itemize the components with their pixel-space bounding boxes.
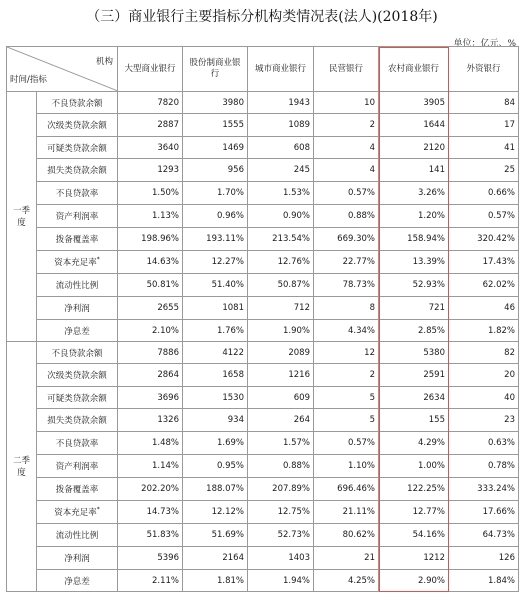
indicator-name xyxy=(37,387,118,409)
indicator-name-text: 资产利润率 xyxy=(55,462,99,472)
value-cell: 46 xyxy=(449,297,519,320)
indicator-name xyxy=(37,182,118,205)
table-row xyxy=(7,159,519,182)
corner-institution-label: 机构 xyxy=(95,57,113,67)
value-cell: 264 xyxy=(248,409,314,432)
value-cell: 7886 xyxy=(118,342,183,364)
indicator-name-text: 不良贷款余额 xyxy=(51,348,103,359)
indicator-name xyxy=(37,455,118,478)
value-cell: 126 xyxy=(449,547,519,570)
value-cell: 1403 xyxy=(248,547,314,570)
value-cell: 52.93% xyxy=(379,274,449,297)
header-row xyxy=(7,47,519,92)
value-cell: 78.73% xyxy=(314,274,379,297)
table-row xyxy=(7,182,519,205)
value-cell: 12.76% xyxy=(248,251,314,274)
value-cell: 21.11% xyxy=(314,501,379,524)
col-header-rural-banks: 农村商业银行 xyxy=(379,47,449,92)
value-cell: 0.88% xyxy=(248,455,314,478)
value-cell: 80.62% xyxy=(314,524,379,547)
value-cell: 1.57% xyxy=(248,432,314,455)
value-cell: 5 xyxy=(314,409,379,432)
value-cell: 0.57% xyxy=(449,205,519,228)
value-cell: 141 xyxy=(379,159,449,182)
value-cell: 2.11% xyxy=(118,570,183,592)
value-cell: 21 xyxy=(314,547,379,570)
value-cell: 0.57% xyxy=(314,432,379,455)
value-cell: 0.63% xyxy=(449,432,519,455)
indicator-name-text: 损失类贷款余额 xyxy=(47,166,107,176)
indicator-name xyxy=(37,251,118,274)
value-cell: 2.90% xyxy=(379,570,449,592)
value-cell: 0.90% xyxy=(248,205,314,228)
indicator-name-text: 拨备覆盖率 xyxy=(55,235,99,245)
value-cell: 188.07% xyxy=(183,478,248,501)
table-row xyxy=(7,478,519,501)
value-cell: 1469 xyxy=(183,137,248,159)
value-cell: 12 xyxy=(314,342,379,364)
indicator-name-text: 次级类贷款余额 xyxy=(47,371,107,381)
table-row xyxy=(7,570,519,592)
value-cell: 193.11% xyxy=(183,228,248,251)
value-cell: 2634 xyxy=(379,387,449,409)
value-cell: 1555 xyxy=(183,114,248,137)
value-cell: 82 xyxy=(449,342,519,364)
table-row xyxy=(7,409,519,432)
table-row xyxy=(7,342,519,364)
value-cell: 50.81% xyxy=(118,274,183,297)
value-cell: 934 xyxy=(183,409,248,432)
value-cell: 2 xyxy=(314,364,379,387)
value-cell: 25 xyxy=(449,159,519,182)
value-cell: 3640 xyxy=(118,137,183,159)
value-cell: 1.81% xyxy=(183,570,248,592)
value-cell: 669.30% xyxy=(314,228,379,251)
value-cell: 245 xyxy=(248,159,314,182)
value-cell: 84 xyxy=(449,92,519,114)
value-cell: 1.69% xyxy=(183,432,248,455)
col-header-foreign-banks: 外资银行 xyxy=(449,47,519,92)
col-header-private-banks: 民营银行 xyxy=(314,47,379,92)
value-cell: 721 xyxy=(379,297,449,320)
value-cell: 4.34% xyxy=(314,320,379,342)
value-cell: 2 xyxy=(314,114,379,137)
value-cell: 52.73% xyxy=(248,524,314,547)
value-cell: 158.94% xyxy=(379,228,449,251)
col-header-large-banks: 大型商业银行 xyxy=(118,47,183,92)
value-cell: 4 xyxy=(314,137,379,159)
value-cell: 956 xyxy=(183,159,248,182)
indicator-name xyxy=(37,524,118,547)
value-cell: 1.20% xyxy=(379,205,449,228)
indicator-name-text: 净利润 xyxy=(64,304,90,314)
value-cell: 1.10% xyxy=(314,455,379,478)
indicator-name-text: 可疑类贷款余额 xyxy=(47,143,107,154)
value-cell: 2591 xyxy=(379,364,449,387)
value-cell: 3980 xyxy=(183,92,248,114)
value-cell: 8 xyxy=(314,297,379,320)
indicator-name-text: 可疑类贷款余额 xyxy=(47,393,107,404)
indicator-name-text: 损失类贷款余额 xyxy=(47,416,107,426)
indicator-name-text: 资本充足率 xyxy=(54,508,97,518)
indicator-table xyxy=(6,46,519,592)
table-row xyxy=(7,320,519,342)
indicator-name-text: 不良贷款率 xyxy=(55,439,99,449)
value-cell: 2164 xyxy=(183,547,248,570)
indicator-name xyxy=(37,114,118,137)
value-cell: 0.66% xyxy=(449,182,519,205)
table-row xyxy=(7,364,519,387)
value-cell: 12.75% xyxy=(248,501,314,524)
value-cell: 22.77% xyxy=(314,251,379,274)
value-cell: 2089 xyxy=(248,342,314,364)
indicator-name xyxy=(37,274,118,297)
value-cell: 1.82% xyxy=(449,320,519,342)
value-cell: 12.12% xyxy=(183,501,248,524)
table-body xyxy=(7,92,519,592)
page-title: （三）商业银行主要指标分机构类情况表(法人)(2018年) xyxy=(86,9,438,25)
table-row xyxy=(7,432,519,455)
value-cell: 1658 xyxy=(183,364,248,387)
indicator-name-text: 净息差 xyxy=(64,576,90,587)
table-row xyxy=(7,524,519,547)
quarter-label: 一季度 xyxy=(7,92,37,342)
indicator-name-text: 不良贷款余额 xyxy=(51,98,103,109)
indicator-name xyxy=(37,364,118,387)
value-cell: 0.78% xyxy=(449,455,519,478)
value-cell: 17 xyxy=(449,114,519,137)
value-cell: 20 xyxy=(449,364,519,387)
value-cell: 14.73% xyxy=(118,501,183,524)
value-cell: 12.27% xyxy=(183,251,248,274)
value-cell: 1212 xyxy=(379,547,449,570)
value-cell: 609 xyxy=(248,387,314,409)
value-cell: 5396 xyxy=(118,547,183,570)
value-cell: 608 xyxy=(248,137,314,159)
value-cell: 51.40% xyxy=(183,274,248,297)
value-cell: 4122 xyxy=(183,342,248,364)
value-cell: 202.20% xyxy=(118,478,183,501)
value-cell: 1081 xyxy=(183,297,248,320)
table-row xyxy=(7,387,519,409)
value-cell: 51.69% xyxy=(183,524,248,547)
value-cell: 1293 xyxy=(118,159,183,182)
value-cell: 12.77% xyxy=(379,501,449,524)
indicator-name xyxy=(37,478,118,501)
value-cell: 1644 xyxy=(379,114,449,137)
value-cell: 17.66% xyxy=(449,501,519,524)
indicator-name-text: 净息差 xyxy=(64,326,90,337)
value-cell: 2887 xyxy=(118,114,183,137)
indicator-name xyxy=(37,570,118,592)
value-cell: 1.90% xyxy=(248,320,314,342)
value-cell: 2864 xyxy=(118,364,183,387)
indicator-name xyxy=(37,501,118,524)
value-cell: 213.54% xyxy=(248,228,314,251)
indicator-name xyxy=(37,342,118,364)
indicator-name xyxy=(37,547,118,570)
table-row xyxy=(7,547,519,570)
indicator-name xyxy=(37,159,118,182)
value-cell: 1530 xyxy=(183,387,248,409)
value-cell: 23 xyxy=(449,409,519,432)
value-cell: 17.43% xyxy=(449,251,519,274)
table-row xyxy=(7,205,519,228)
value-cell: 13.39% xyxy=(379,251,449,274)
value-cell: 5380 xyxy=(379,342,449,364)
value-cell: 2.85% xyxy=(379,320,449,342)
value-cell: 712 xyxy=(248,297,314,320)
quarter-label: 二季度 xyxy=(7,342,37,592)
value-cell: 7820 xyxy=(118,92,183,114)
value-cell: 1.94% xyxy=(248,570,314,592)
value-cell: 122.25% xyxy=(379,478,449,501)
indicator-name-text: 拨备覆盖率 xyxy=(55,485,99,495)
value-cell: 0.96% xyxy=(183,205,248,228)
value-cell: 40 xyxy=(449,387,519,409)
table-row xyxy=(7,228,519,251)
value-cell: 62.02% xyxy=(449,274,519,297)
indicator-name xyxy=(37,297,118,320)
col-header-city-banks: 城市商业银行 xyxy=(248,47,314,92)
indicator-name-text: 资产利润率 xyxy=(55,212,99,222)
value-cell: 1.13% xyxy=(118,205,183,228)
indicator-name xyxy=(37,432,118,455)
value-cell: 54.16% xyxy=(379,524,449,547)
table-row xyxy=(7,92,519,114)
footnote-mark: * xyxy=(96,256,100,264)
indicator-name xyxy=(37,320,118,342)
value-cell: 51.83% xyxy=(118,524,183,547)
value-cell: 4.25% xyxy=(314,570,379,592)
value-cell: 1.50% xyxy=(118,182,183,205)
value-cell: 14.63% xyxy=(118,251,183,274)
value-cell: 2.10% xyxy=(118,320,183,342)
indicator-name-text: 流动性比例 xyxy=(55,281,99,291)
table-row xyxy=(7,297,519,320)
value-cell: 320.42% xyxy=(449,228,519,251)
value-cell: 41 xyxy=(449,137,519,159)
value-cell: 4.29% xyxy=(379,432,449,455)
indicator-name xyxy=(37,137,118,159)
corner-time-indicator-label: 时间/指标 xyxy=(10,75,47,85)
table-row xyxy=(7,137,519,159)
value-cell: 4 xyxy=(314,159,379,182)
table-row xyxy=(7,274,519,297)
value-cell: 333.24% xyxy=(449,478,519,501)
footnote-mark: * xyxy=(96,506,100,514)
value-cell: 1.48% xyxy=(118,432,183,455)
indicator-name xyxy=(37,228,118,251)
value-cell: 3696 xyxy=(118,387,183,409)
value-cell: 50.87% xyxy=(248,274,314,297)
value-cell: 1.70% xyxy=(183,182,248,205)
value-cell: 1216 xyxy=(248,364,314,387)
value-cell: 0.95% xyxy=(183,455,248,478)
value-cell: 0.88% xyxy=(314,205,379,228)
indicator-name-text: 净利润 xyxy=(64,554,90,564)
value-cell: 1.00% xyxy=(379,455,449,478)
value-cell: 10 xyxy=(314,92,379,114)
indicator-name xyxy=(37,409,118,432)
corner-cell xyxy=(7,47,118,92)
table-row xyxy=(7,455,519,478)
table-row xyxy=(7,114,519,137)
indicator-name xyxy=(37,92,118,114)
value-cell: 696.46% xyxy=(314,478,379,501)
value-cell: 1326 xyxy=(118,409,183,432)
value-cell: 1089 xyxy=(248,114,314,137)
value-cell: 3905 xyxy=(379,92,449,114)
value-cell: 1.84% xyxy=(449,570,519,592)
value-cell: 1.76% xyxy=(183,320,248,342)
indicator-name-text: 次级类贷款余额 xyxy=(47,121,107,131)
value-cell: 207.89% xyxy=(248,478,314,501)
value-cell: 1943 xyxy=(248,92,314,114)
value-cell: 0.57% xyxy=(314,182,379,205)
value-cell: 155 xyxy=(379,409,449,432)
indicator-name-text: 流动性比例 xyxy=(55,531,99,541)
value-cell: 2120 xyxy=(379,137,449,159)
table-row xyxy=(7,251,519,274)
value-cell: 198.96% xyxy=(118,228,183,251)
value-cell: 64.73% xyxy=(449,524,519,547)
indicator-name xyxy=(37,205,118,228)
value-cell: 2655 xyxy=(118,297,183,320)
value-cell: 5 xyxy=(314,387,379,409)
unit-label: 单位：亿元、% xyxy=(453,39,516,49)
indicator-name-text: 不良贷款率 xyxy=(55,189,99,199)
table-row xyxy=(7,501,519,524)
indicator-name-text: 资本充足率 xyxy=(54,258,97,268)
value-cell: 1.14% xyxy=(118,455,183,478)
value-cell: 3.26% xyxy=(379,182,449,205)
value-cell: 1.53% xyxy=(248,182,314,205)
col-header-joint-stock-banks: 股份制商业银行 xyxy=(183,47,248,92)
